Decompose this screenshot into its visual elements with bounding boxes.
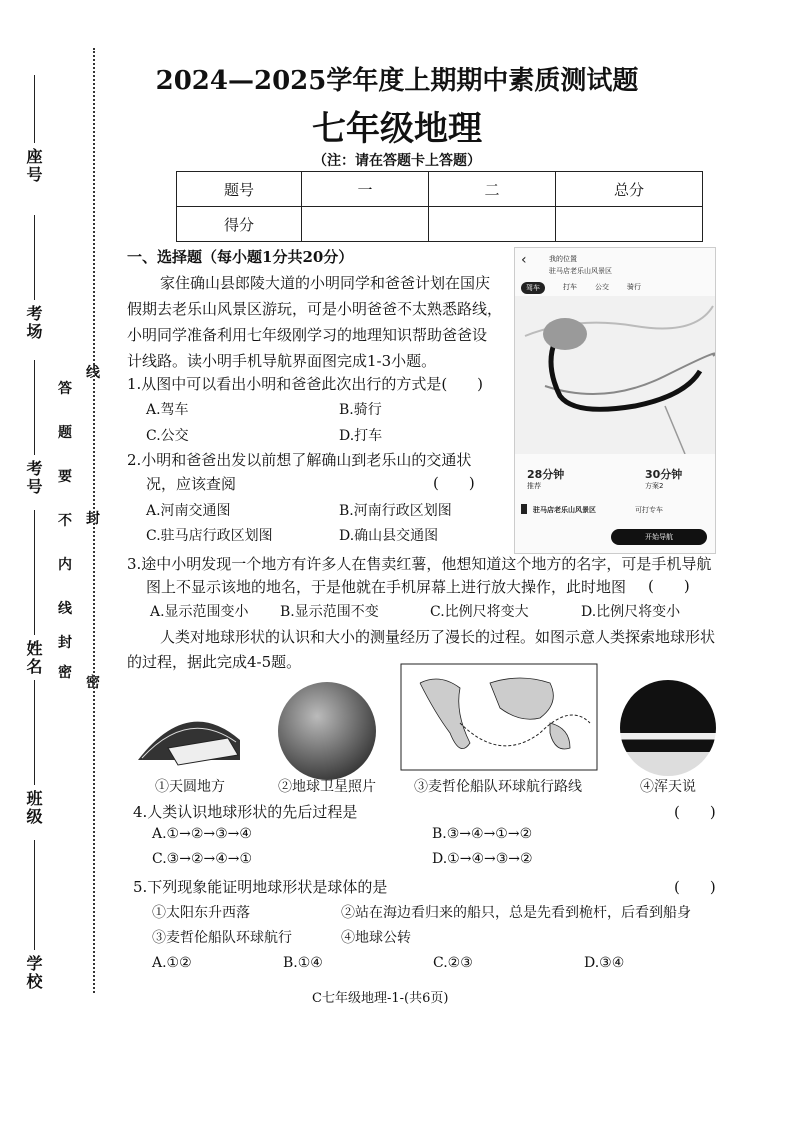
route-map [515, 296, 715, 454]
q5-answer-paren[interactable]: ( ) [674, 878, 716, 896]
intro-line-1: 家住确山县郎陵大道的小明同学和爸爸计划在国庆 [160, 274, 491, 292]
q4-answer-paren[interactable]: ( ) [674, 803, 716, 821]
back-arrow-icon: ‹ [521, 252, 527, 268]
mode-taxi[interactable]: 打车 [563, 283, 577, 291]
seal-mark-secret: 密 [86, 672, 100, 692]
q3-stem-2: 图上不显示该地的地名，于是他就在手机屏幕上进行放大操作，此时地图 [146, 578, 627, 596]
q5-item-3: ③麦哲伦船队环球航行 [152, 930, 292, 946]
q5-option-d[interactable]: D.③④ [584, 955, 625, 971]
answer-note: （注：请在答题卡上答题） [313, 153, 481, 169]
class-label: 班级 [24, 790, 43, 826]
caption-1: ①天圆地方 [155, 779, 225, 795]
intro-line-4: 计线路。读小明手机导航界面图完成1-3小题。 [127, 352, 437, 370]
route1-tag: 推荐 [527, 482, 541, 490]
q2-answer-paren[interactable]: ( ) [433, 474, 475, 492]
score-table [176, 171, 703, 242]
exam-title: 2024—2025学年度上期期中素质测试题 [155, 66, 639, 96]
q2-stem-2: 况，应该查阅 [146, 475, 237, 493]
school-line[interactable] [34, 840, 35, 950]
score-cell-1[interactable] [302, 207, 429, 242]
q5-option-b[interactable]: B.①④ [283, 955, 323, 971]
score-header-1: 一 [302, 172, 429, 207]
score-cell-total[interactable] [556, 207, 703, 242]
exam-no-line[interactable] [34, 360, 35, 455]
route-to: 驻马店老乐山风景区 [549, 267, 612, 275]
q4-option-b[interactable]: B.③→④→①→② [432, 826, 533, 842]
earth-satellite-image [278, 682, 376, 780]
exam-room-line[interactable] [34, 215, 35, 300]
mode-bike[interactable]: 骑行 [627, 283, 641, 291]
q1-option-c[interactable]: C.公交 [146, 428, 189, 444]
q5-item-4: ④地球公转 [341, 930, 411, 946]
mode-bus[interactable]: 公交 [595, 283, 609, 291]
intro-line-3: 小明同学准备利用七年级刚学习的地理知识帮助爸爸设 [127, 326, 488, 344]
class-line[interactable] [34, 680, 35, 785]
seal-mark-line: 线 [86, 362, 100, 382]
q2-option-a[interactable]: A.河南交通图 [146, 503, 231, 519]
q2-option-d[interactable]: D.确山县交通图 [339, 528, 439, 544]
score-row-label: 得分 [177, 207, 302, 242]
page-footer: C七年级地理-1-(共6页) [312, 991, 449, 1006]
dotted-seal-line [93, 48, 95, 993]
score-header-no: 题号 [177, 172, 302, 207]
seat-label: 座号 [24, 148, 43, 184]
q3-option-b[interactable]: B.显示范围不变 [280, 604, 379, 620]
seal-char-7: 封 [58, 635, 72, 651]
mode-drive[interactable]: 驾车 [521, 282, 545, 294]
q4-option-a[interactable]: A.①→②→③→④ [152, 826, 252, 842]
q3-answer-paren[interactable]: ( ) [648, 577, 690, 595]
q2-option-c[interactable]: C.驻马店行政区划图 [146, 528, 273, 544]
caption-3: ③麦哲伦船队环球航行路线 [414, 779, 582, 795]
q4-stem: 4.人类认识地球形状的先后过程是 [133, 803, 358, 821]
seal-char-3: 要 [58, 469, 72, 485]
exam-room-label: 考场 [24, 305, 43, 341]
q3-option-a[interactable]: A.显示范围变小 [150, 604, 249, 620]
q5-stem: 5.下列现象能证明地球形状是球体的是 [133, 878, 388, 896]
huntian-theory-image [620, 680, 716, 776]
q5-item-2: ②站在海边看归来的船只，总是先看到桅杆，后看到船身 [341, 905, 691, 921]
school-label: 学校 [24, 955, 43, 991]
subject-title: 七年级地理 [312, 109, 482, 149]
exam-no-label: 考号 [24, 460, 43, 496]
q1-option-a[interactable]: A.驾车 [146, 402, 189, 418]
location-pin-icon [521, 504, 527, 514]
q5-option-a[interactable]: A.①② [152, 955, 192, 971]
phone-navigation-image [514, 247, 716, 554]
taxi-option[interactable]: 可打专车 [635, 506, 663, 514]
seal-char-2: 题 [58, 425, 72, 441]
tianyuan-difang-image [128, 700, 248, 770]
seal-char-4: 不 [58, 513, 72, 529]
route2-time[interactable]: 30分钟 [645, 468, 683, 481]
q3-option-d[interactable]: D.比例尺将变小 [581, 604, 681, 620]
seal-char-8: 密 [58, 665, 72, 681]
q1-stem: 1.从图中可以看出小明和爸爸此次出行的方式是( ) [127, 375, 484, 393]
seal-char-6: 线 [58, 601, 72, 617]
q2-stem-1: 2.小明和爸爸出发以前想了解确山到老乐山的交通状 [127, 451, 472, 469]
q5-option-c[interactable]: C.②③ [433, 955, 473, 971]
q4-option-d[interactable]: D.①→④→③→② [432, 851, 533, 867]
intro2-line-2: 的过程，据此完成4-5题。 [127, 653, 302, 671]
route1-time[interactable]: 28分钟 [527, 468, 565, 481]
intro2-line-1: 人类对地球形状的认识和大小的测量经历了漫长的过程。如图示意人类探索地球形状 [160, 628, 716, 646]
q2-option-b[interactable]: B.河南行政区划图 [339, 503, 452, 519]
q3-option-c[interactable]: C.比例尺将变大 [430, 604, 529, 620]
magellan-route-map [400, 663, 598, 771]
q1-option-d[interactable]: D.打车 [339, 428, 383, 444]
q5-item-1: ①太阳东升西落 [152, 905, 250, 921]
q4-option-c[interactable]: C.③→②→④→① [152, 851, 253, 867]
score-header-2: 二 [429, 172, 556, 207]
destination-card[interactable]: 驻马店老乐山风景区 [533, 506, 596, 514]
caption-2: ②地球卫星照片 [278, 779, 376, 795]
start-navigation-button[interactable]: 开始导航 [611, 529, 707, 545]
name-label: 姓名 [24, 640, 43, 676]
q1-option-b[interactable]: B.骑行 [339, 402, 382, 418]
score-header-total: 总分 [556, 172, 703, 207]
route-from: 我的位置 [549, 255, 577, 263]
seal-char-5: 内 [58, 557, 72, 573]
route2-tag: 方案2 [645, 482, 664, 490]
q3-stem-1: 3.途中小明发现一个地方有许多人在售卖红薯，他想知道这个地方的名字，可是手机导航 [127, 555, 712, 573]
seal-mark-seal: 封 [86, 508, 100, 528]
caption-4: ④浑天说 [640, 779, 696, 795]
score-cell-2[interactable] [429, 207, 556, 242]
intro-line-2: 假期去老乐山风景区游玩，可是小明爸爸不太熟悉路线， [127, 300, 503, 318]
section1-heading: 一、选择题（每小题1分共20分） [127, 248, 354, 266]
name-line[interactable] [34, 510, 35, 635]
seal-char-1: 答 [58, 381, 72, 397]
